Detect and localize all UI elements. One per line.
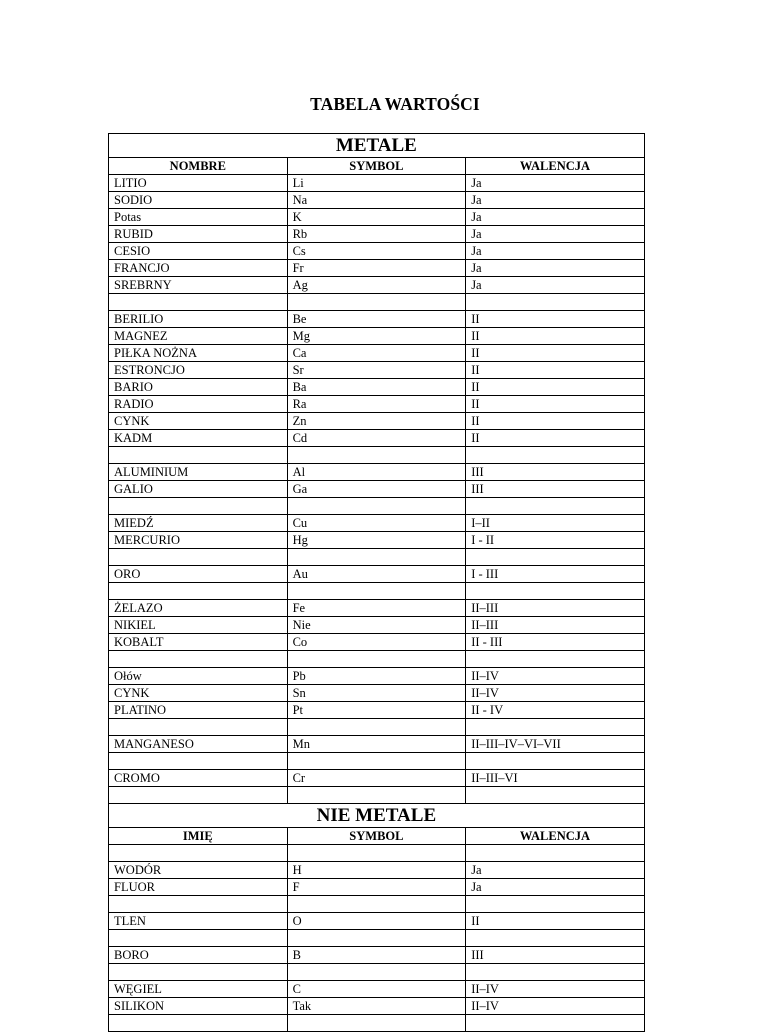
- table-row: [109, 515, 645, 532]
- element-name-cell: [109, 549, 288, 566]
- element-name-cell: FRANCJO: [109, 260, 288, 277]
- element-name-cell: WODÓR: [109, 862, 288, 879]
- element-symbol-cell: Pt: [287, 702, 466, 719]
- element-name-cell: NIKIEL: [109, 617, 288, 634]
- column-header: NOMBRE: [109, 158, 288, 175]
- table-row: [109, 532, 645, 549]
- element-name-cell: KADM: [109, 430, 288, 447]
- element-name-cell: CYNK: [109, 413, 288, 430]
- element-name-cell: CESIO: [109, 243, 288, 260]
- table-row: [109, 175, 645, 192]
- element-symbol-cell: Cd: [287, 430, 466, 447]
- column-header-row: [109, 158, 645, 175]
- element-symbol-cell: Nie: [287, 617, 466, 634]
- element-symbol-cell: Li: [287, 175, 466, 192]
- table-row: [109, 243, 645, 260]
- column-header-row: [109, 828, 645, 845]
- element-name-cell: Potas: [109, 209, 288, 226]
- element-valence-cell: [466, 896, 645, 913]
- table-row: [109, 277, 645, 294]
- element-name-cell: SREBRNY: [109, 277, 288, 294]
- element-valence-cell: Ja: [466, 192, 645, 209]
- element-valence-cell: II: [466, 345, 645, 362]
- element-symbol-cell: O: [287, 913, 466, 930]
- valence-table-body: [109, 134, 645, 1032]
- element-name-cell: WĘGIEL: [109, 981, 288, 998]
- table-row: [109, 464, 645, 481]
- section-heading-row: [109, 804, 645, 828]
- table-row: [109, 447, 645, 464]
- element-name-cell: [109, 498, 288, 515]
- table-row: [109, 328, 645, 345]
- element-symbol-cell: Sn: [287, 685, 466, 702]
- element-valence-cell: II–III–IV–VI–VII: [466, 736, 645, 753]
- element-valence-cell: Ja: [466, 879, 645, 896]
- element-symbol-cell: [287, 498, 466, 515]
- element-name-cell: [109, 753, 288, 770]
- element-name-cell: ESTRONCJO: [109, 362, 288, 379]
- element-name-cell: MANGANESO: [109, 736, 288, 753]
- element-symbol-cell: Cs: [287, 243, 466, 260]
- element-name-cell: [109, 896, 288, 913]
- element-symbol-cell: [287, 964, 466, 981]
- element-name-cell: [109, 719, 288, 736]
- table-row: [109, 1015, 645, 1032]
- element-name-cell: ORO: [109, 566, 288, 583]
- element-name-cell: LITIO: [109, 175, 288, 192]
- table-row: [109, 964, 645, 981]
- table-row: [109, 549, 645, 566]
- element-symbol-cell: Ra: [287, 396, 466, 413]
- table-row: [109, 787, 645, 804]
- element-symbol-cell: [287, 1015, 466, 1032]
- element-valence-cell: II - IV: [466, 702, 645, 719]
- element-symbol-cell: Co: [287, 634, 466, 651]
- table-row: [109, 981, 645, 998]
- element-name-cell: MAGNEZ: [109, 328, 288, 345]
- element-symbol-cell: Na: [287, 192, 466, 209]
- element-valence-cell: [466, 787, 645, 804]
- element-symbol-cell: Mg: [287, 328, 466, 345]
- element-valence-cell: [466, 447, 645, 464]
- table-row: [109, 396, 645, 413]
- element-symbol-cell: Sr: [287, 362, 466, 379]
- element-name-cell: [109, 447, 288, 464]
- element-symbol-cell: Cu: [287, 515, 466, 532]
- table-row: [109, 913, 645, 930]
- element-valence-cell: Ja: [466, 260, 645, 277]
- column-header: SYMBOL: [287, 158, 466, 175]
- table-row: [109, 226, 645, 243]
- table-row: [109, 566, 645, 583]
- element-valence-cell: II: [466, 396, 645, 413]
- element-valence-cell: II–IV: [466, 668, 645, 685]
- element-name-cell: PLATINO: [109, 702, 288, 719]
- element-name-cell: PIŁKA NOŻNA: [109, 345, 288, 362]
- element-symbol-cell: B: [287, 947, 466, 964]
- element-valence-cell: II: [466, 328, 645, 345]
- element-symbol-cell: Mn: [287, 736, 466, 753]
- table-row: [109, 209, 645, 226]
- element-valence-cell: II–IV: [466, 685, 645, 702]
- section-heading: NIE METALE: [109, 804, 645, 828]
- element-valence-cell: I - II: [466, 532, 645, 549]
- element-name-cell: [109, 845, 288, 862]
- section-heading-row: [109, 134, 645, 158]
- element-valence-cell: II–III–VI: [466, 770, 645, 787]
- element-valence-cell: II: [466, 311, 645, 328]
- element-name-cell: FLUOR: [109, 879, 288, 896]
- element-symbol-cell: [287, 896, 466, 913]
- element-valence-cell: II–III: [466, 600, 645, 617]
- element-name-cell: [109, 583, 288, 600]
- table-row: [109, 668, 645, 685]
- element-name-cell: MERCURIO: [109, 532, 288, 549]
- table-row: [109, 498, 645, 515]
- element-valence-cell: Ja: [466, 226, 645, 243]
- element-symbol-cell: [287, 447, 466, 464]
- table-row: [109, 481, 645, 498]
- element-symbol-cell: F: [287, 879, 466, 896]
- element-valence-cell: Ja: [466, 209, 645, 226]
- element-valence-cell: [466, 294, 645, 311]
- element-symbol-cell: Cr: [287, 770, 466, 787]
- element-valence-cell: III: [466, 464, 645, 481]
- element-name-cell: ALUMINIUM: [109, 464, 288, 481]
- element-name-cell: GALIO: [109, 481, 288, 498]
- table-row: [109, 192, 645, 209]
- table-row: [109, 600, 645, 617]
- element-name-cell: [109, 294, 288, 311]
- element-valence-cell: [466, 930, 645, 947]
- element-name-cell: BERILIO: [109, 311, 288, 328]
- element-valence-cell: [466, 549, 645, 566]
- element-valence-cell: III: [466, 481, 645, 498]
- table-row: [109, 753, 645, 770]
- table-row: [109, 930, 645, 947]
- element-symbol-cell: Hg: [287, 532, 466, 549]
- table-row: [109, 294, 645, 311]
- table-row: [109, 311, 645, 328]
- table-row: [109, 362, 645, 379]
- element-name-cell: BORO: [109, 947, 288, 964]
- element-name-cell: TLEN: [109, 913, 288, 930]
- table-row: [109, 345, 645, 362]
- element-name-cell: CYNK: [109, 685, 288, 702]
- element-valence-cell: II–IV: [466, 998, 645, 1015]
- element-valence-cell: II: [466, 379, 645, 396]
- element-symbol-cell: [287, 583, 466, 600]
- element-name-cell: ŻELAZO: [109, 600, 288, 617]
- element-name-cell: [109, 651, 288, 668]
- element-valence-cell: Ja: [466, 175, 645, 192]
- column-header: SYMBOL: [287, 828, 466, 845]
- element-symbol-cell: Al: [287, 464, 466, 481]
- table-row: [109, 719, 645, 736]
- page-title: TABELA WARTOŚCI: [310, 94, 480, 114]
- table-row: [109, 862, 645, 879]
- element-valence-cell: III: [466, 947, 645, 964]
- element-name-cell: [109, 1015, 288, 1032]
- table-row: [109, 651, 645, 668]
- table-row: [109, 413, 645, 430]
- element-valence-cell: I - III: [466, 566, 645, 583]
- element-symbol-cell: C: [287, 981, 466, 998]
- element-symbol-cell: [287, 719, 466, 736]
- table-row: [109, 260, 645, 277]
- element-valence-cell: [466, 845, 645, 862]
- element-valence-cell: II–III: [466, 617, 645, 634]
- table-row: [109, 379, 645, 396]
- element-symbol-cell: Fe: [287, 600, 466, 617]
- element-symbol-cell: Fr: [287, 260, 466, 277]
- table-row: [109, 685, 645, 702]
- element-symbol-cell: H: [287, 862, 466, 879]
- element-symbol-cell: Ag: [287, 277, 466, 294]
- table-row: [109, 998, 645, 1015]
- column-header: WALENCJA: [466, 828, 645, 845]
- column-header: IMIĘ: [109, 828, 288, 845]
- element-valence-cell: Ja: [466, 862, 645, 879]
- element-symbol-cell: [287, 787, 466, 804]
- element-name-cell: RUBID: [109, 226, 288, 243]
- element-symbol-cell: Be: [287, 311, 466, 328]
- element-valence-cell: Ja: [466, 243, 645, 260]
- table-row: [109, 845, 645, 862]
- element-name-cell: [109, 930, 288, 947]
- element-valence-cell: [466, 964, 645, 981]
- element-symbol-cell: Pb: [287, 668, 466, 685]
- element-symbol-cell: K: [287, 209, 466, 226]
- element-symbol-cell: [287, 549, 466, 566]
- element-valence-cell: II: [466, 913, 645, 930]
- element-name-cell: KOBALT: [109, 634, 288, 651]
- element-symbol-cell: Ba: [287, 379, 466, 396]
- element-valence-cell: [466, 583, 645, 600]
- element-name-cell: SODIO: [109, 192, 288, 209]
- element-valence-cell: II: [466, 430, 645, 447]
- element-symbol-cell: [287, 294, 466, 311]
- element-symbol-cell: Ca: [287, 345, 466, 362]
- element-name-cell: SILIKON: [109, 998, 288, 1015]
- table-row: [109, 583, 645, 600]
- table-row: [109, 634, 645, 651]
- element-valence-cell: II: [466, 362, 645, 379]
- element-valence-cell: [466, 498, 645, 515]
- element-name-cell: MIEDŹ: [109, 515, 288, 532]
- element-symbol-cell: Zn: [287, 413, 466, 430]
- element-symbol-cell: Tak: [287, 998, 466, 1015]
- column-header: WALENCJA: [466, 158, 645, 175]
- element-valence-cell: [466, 651, 645, 668]
- table-row: [109, 702, 645, 719]
- element-name-cell: CROMO: [109, 770, 288, 787]
- element-valence-cell: [466, 719, 645, 736]
- element-symbol-cell: Au: [287, 566, 466, 583]
- element-name-cell: BARIO: [109, 379, 288, 396]
- element-symbol-cell: [287, 930, 466, 947]
- table-row: [109, 430, 645, 447]
- element-name-cell: Ołów: [109, 668, 288, 685]
- element-symbol-cell: Ga: [287, 481, 466, 498]
- element-name-cell: RADIO: [109, 396, 288, 413]
- element-valence-cell: II: [466, 413, 645, 430]
- element-name-cell: [109, 964, 288, 981]
- element-symbol-cell: [287, 651, 466, 668]
- table-row: [109, 617, 645, 634]
- table-row: [109, 770, 645, 787]
- element-symbol-cell: [287, 753, 466, 770]
- valence-table: [108, 133, 645, 1032]
- table-row: [109, 736, 645, 753]
- table-row: [109, 947, 645, 964]
- element-valence-cell: I–II: [466, 515, 645, 532]
- element-name-cell: [109, 787, 288, 804]
- element-valence-cell: Ja: [466, 277, 645, 294]
- table-row: [109, 879, 645, 896]
- element-valence-cell: [466, 753, 645, 770]
- element-symbol-cell: [287, 845, 466, 862]
- element-valence-cell: II - III: [466, 634, 645, 651]
- element-valence-cell: [466, 1015, 645, 1032]
- table-row: [109, 896, 645, 913]
- element-valence-cell: II–IV: [466, 981, 645, 998]
- section-heading: METALE: [109, 134, 645, 158]
- element-symbol-cell: Rb: [287, 226, 466, 243]
